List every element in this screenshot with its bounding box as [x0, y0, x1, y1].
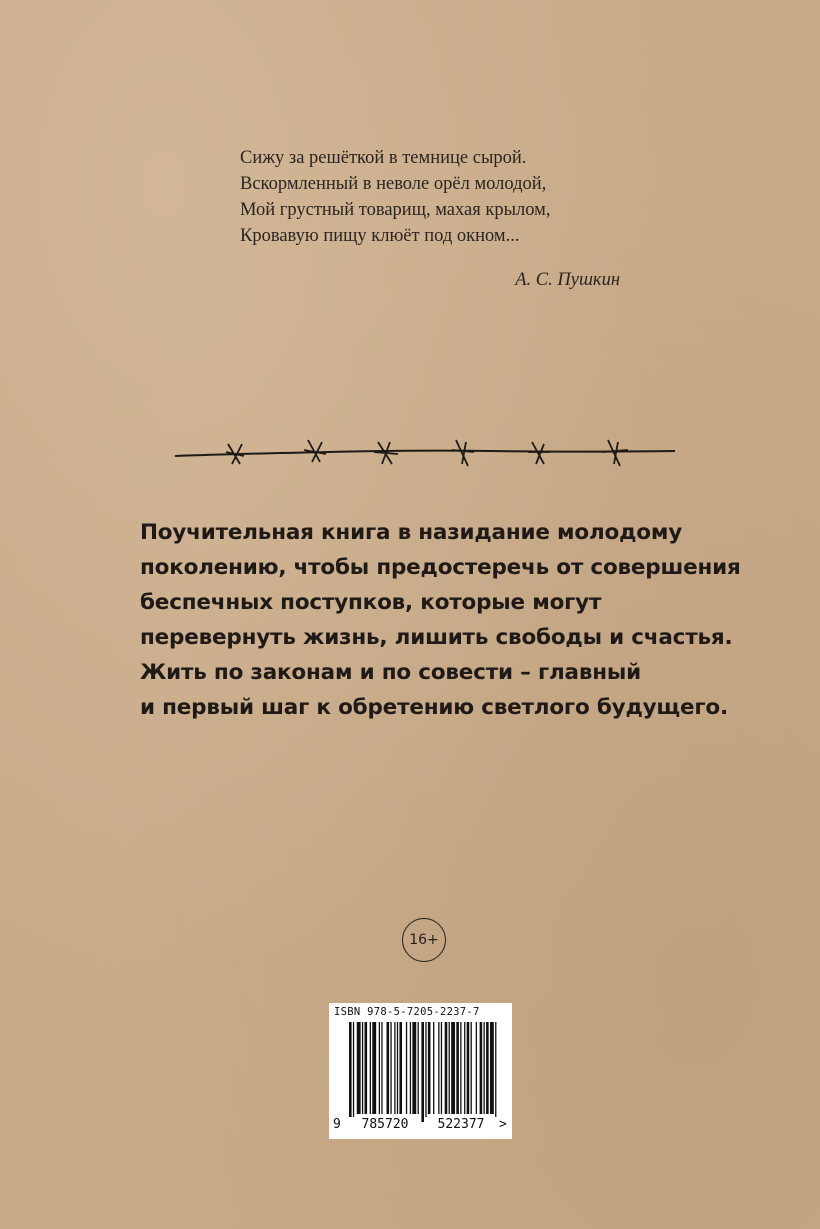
barcode-arrow: > [499, 1117, 507, 1132]
barcode-digit-group: 522377 [425, 1117, 497, 1132]
blurb-line: Жить по законам и по совести – главный [140, 660, 642, 685]
barbed-wire-icon [170, 430, 680, 474]
barcode-digits [333, 1117, 509, 1132]
blurb-line: перевернуть жизнь, лишить свободы и счастья. [140, 625, 733, 650]
isbn-label: ISBN 978-5-7205-2237-7 [334, 1006, 480, 1018]
barcode-digit-first: 9 [333, 1117, 341, 1132]
blurb-line: поколению, чтобы предостеречь от совершения [140, 555, 741, 580]
blurb-line: беспечных поступков, которые могут [140, 590, 602, 615]
barcode-digit-group: 785720 [349, 1117, 421, 1132]
age-rating-badge: 16+ [402, 918, 446, 962]
blurb-line: и первый шаг к обретению светлого будущего. [140, 695, 728, 720]
epigraph-line: Сижу за решёткой в темнице сырой. [240, 148, 527, 168]
epigraph-author: А. С. Пушкин [515, 270, 620, 290]
barcode-bars-icon [349, 1022, 499, 1122]
blurb-line: Поучительная книга в назидание молодому [140, 520, 683, 545]
epigraph-line: Кровавую пищу клюёт под окном... [240, 226, 520, 246]
blurb-text [140, 515, 740, 725]
epigraph-poem [240, 145, 660, 249]
epigraph-line: Вскормленный в неволе орёл молодой, [240, 174, 547, 194]
epigraph-line: Мой грустный товарищ, махая крылом, [240, 200, 551, 220]
isbn-barcode [329, 1003, 512, 1139]
